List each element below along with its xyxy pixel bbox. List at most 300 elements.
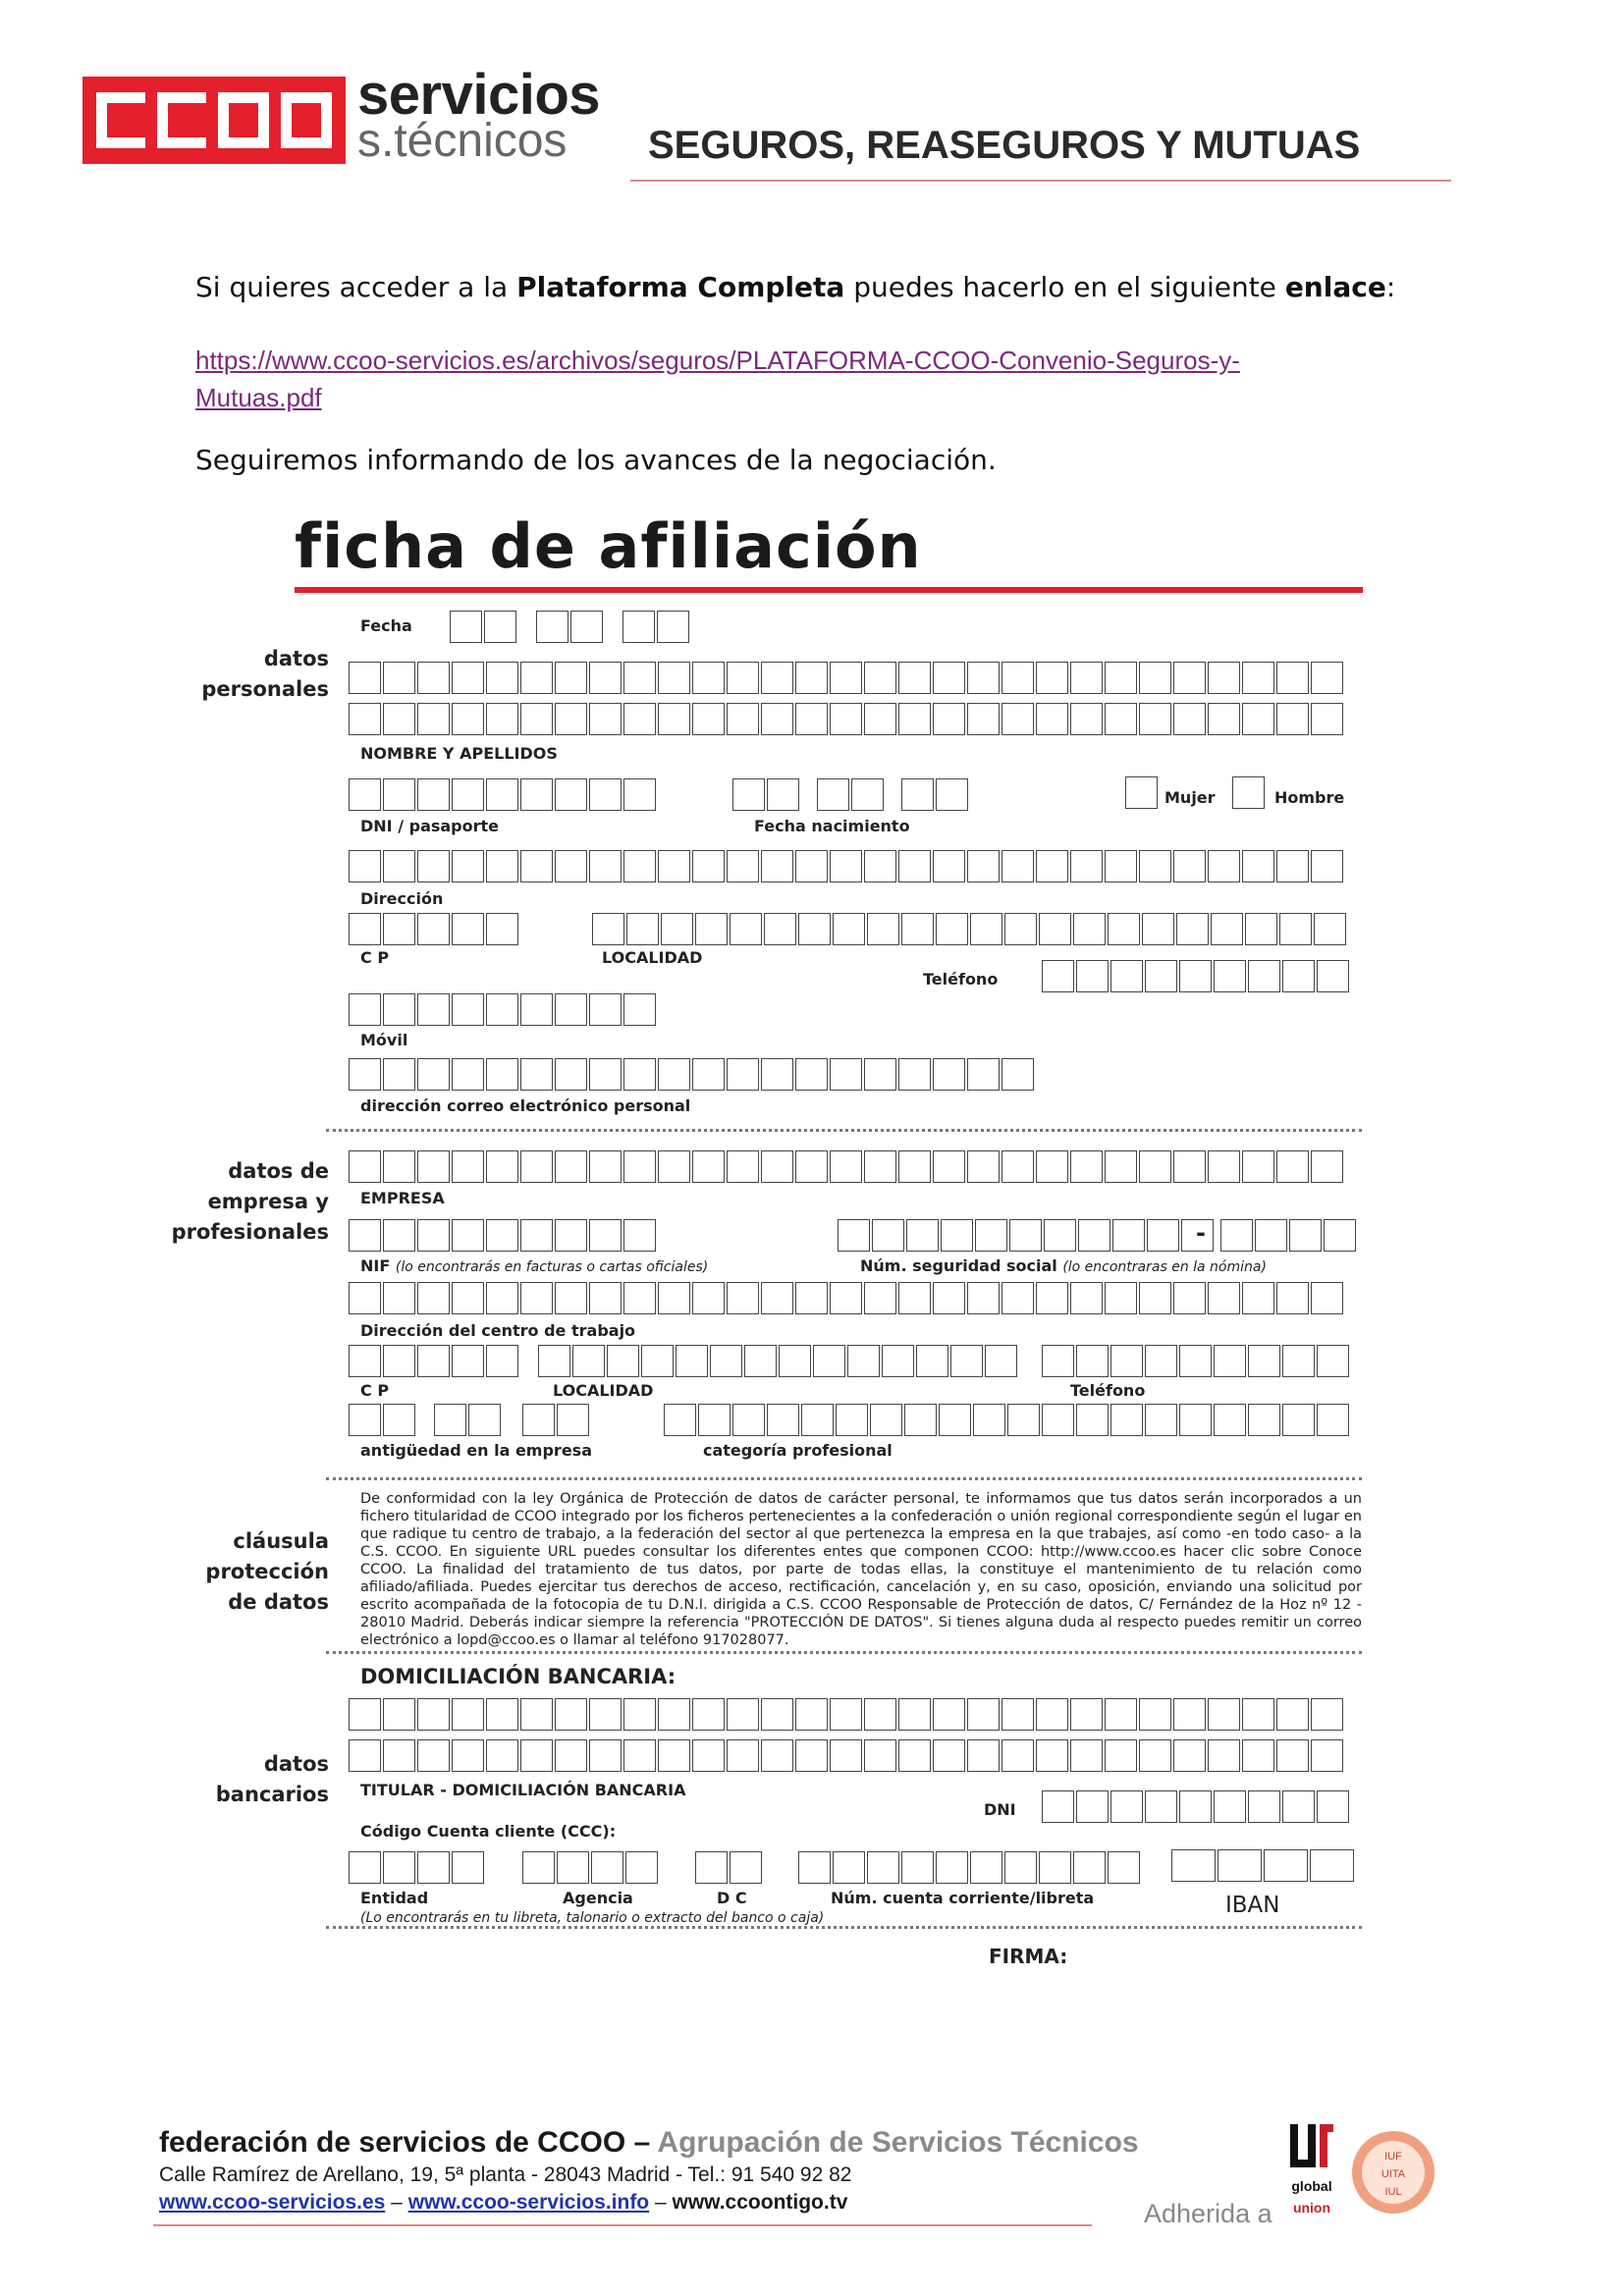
char-input-box[interactable] [761,1739,793,1772]
char-input-box[interactable] [1289,1219,1322,1252]
char-input-box[interactable] [1171,1849,1216,1882]
char-input-box[interactable] [767,1404,799,1436]
char-input-box[interactable] [664,1404,696,1436]
char-input-box[interactable] [452,1219,484,1252]
footer-link-2[interactable]: www.ccoo-servicios.info [407,2191,650,2214]
char-input-box[interactable] [898,1739,931,1772]
char-input-box[interactable] [417,1282,450,1314]
char-input-box[interactable] [1311,662,1343,694]
char-input-box[interactable] [933,1282,965,1314]
char-input-box[interactable] [349,1345,381,1377]
char-input-box[interactable] [1218,1849,1262,1882]
char-input-box[interactable] [1255,1219,1287,1252]
char-input-box[interactable] [1105,703,1137,735]
char-input-box[interactable] [898,703,931,735]
char-input-box[interactable] [795,662,828,694]
char-input-box[interactable] [658,850,690,882]
char-input-box[interactable] [349,850,381,882]
char-input-box[interactable] [898,1282,931,1314]
char-input-box[interactable] [864,1698,896,1731]
iban-boxes[interactable] [1171,1849,1356,1882]
char-input-box[interactable] [692,1058,725,1091]
char-input-box[interactable] [779,1345,811,1377]
char-input-box[interactable] [898,850,931,882]
char-input-box[interactable] [1044,1219,1076,1252]
char-input-box[interactable] [1179,1345,1212,1377]
char-input-box[interactable] [1173,703,1206,735]
char-input-box[interactable] [1214,1404,1246,1436]
char-input-box[interactable] [1070,850,1103,882]
char-input-box[interactable] [901,913,934,945]
char-input-box[interactable] [383,703,415,735]
char-input-box[interactable] [1311,1282,1343,1314]
char-input-box[interactable] [417,1150,450,1183]
char-input-box[interactable] [1311,1739,1343,1772]
footer-link-1[interactable]: www.ccoo-servicios.es [159,2191,386,2214]
char-input-box[interactable] [486,1150,518,1183]
char-input-box[interactable] [1112,1219,1145,1252]
char-input-box[interactable] [692,662,725,694]
char-input-box[interactable] [864,703,896,735]
char-input-box[interactable] [626,913,659,945]
char-input-box[interactable] [898,1698,931,1731]
char-input-box[interactable] [623,1058,656,1091]
char-input-box[interactable] [555,1282,587,1314]
char-input-box[interactable] [1314,913,1346,945]
hombre-checkbox[interactable] [1232,776,1265,809]
dni-boxes[interactable] [349,778,658,811]
char-input-box[interactable] [933,703,965,735]
char-input-box[interactable] [1248,1404,1280,1436]
char-input-box[interactable] [1242,850,1274,882]
char-input-box[interactable] [417,913,450,945]
char-input-box[interactable] [872,1219,904,1252]
char-input-box[interactable] [623,1150,656,1183]
char-input-box[interactable] [452,1345,484,1377]
char-input-box[interactable] [798,913,831,945]
char-input-box[interactable] [349,1219,381,1252]
char-input-box[interactable] [658,703,690,735]
char-input-box[interactable] [383,778,415,811]
dc-boxes[interactable] [695,1851,764,1884]
char-input-box[interactable] [1173,1698,1206,1731]
char-input-box[interactable] [761,1058,793,1091]
char-input-box[interactable] [623,1282,656,1314]
char-input-box[interactable] [417,1698,450,1731]
char-input-box[interactable] [1242,1698,1274,1731]
char-input-box[interactable] [1001,662,1034,694]
nss-suffix-boxes[interactable] [1220,1219,1358,1252]
char-input-box[interactable] [1208,1282,1240,1314]
movil-boxes[interactable] [349,993,658,1026]
char-input-box[interactable] [486,1219,518,1252]
char-input-box[interactable] [1036,850,1068,882]
char-input-box[interactable] [761,1698,793,1731]
char-input-box[interactable] [589,778,622,811]
char-input-box[interactable] [1039,913,1071,945]
char-input-box[interactable] [1242,1739,1274,1772]
char-input-box[interactable] [1145,1345,1177,1377]
char-input-box[interactable] [830,1150,862,1183]
char-input-box[interactable] [936,1851,968,1884]
char-input-box[interactable] [623,611,655,643]
char-input-box[interactable] [710,1345,742,1377]
char-input-box[interactable] [864,1282,896,1314]
telefono2-boxes[interactable] [1042,1345,1351,1377]
char-input-box[interactable] [452,1698,484,1731]
char-input-box[interactable] [732,1404,765,1436]
char-input-box[interactable] [623,1698,656,1731]
char-input-box[interactable] [692,1739,725,1772]
birth-day-boxes[interactable] [732,778,801,811]
char-input-box[interactable] [1311,1150,1343,1183]
char-input-box[interactable] [761,703,793,735]
char-input-box[interactable] [452,662,484,694]
char-input-box[interactable] [1179,960,1212,992]
char-input-box[interactable] [1317,1790,1349,1823]
char-input-box[interactable] [468,1404,501,1436]
char-input-box[interactable] [1242,1282,1274,1314]
char-input-box[interactable] [867,913,899,945]
char-input-box[interactable] [349,662,381,694]
char-input-box[interactable] [486,1282,518,1314]
char-input-box[interactable] [1276,850,1309,882]
char-input-box[interactable] [1145,960,1177,992]
char-input-box[interactable] [1076,1790,1109,1823]
char-input-box[interactable] [1242,1150,1274,1183]
char-input-box[interactable] [1070,703,1103,735]
fecha-day-boxes[interactable] [450,611,518,643]
char-input-box[interactable] [847,1345,880,1377]
char-input-box[interactable] [1208,662,1240,694]
char-input-box[interactable] [1036,662,1068,694]
char-input-box[interactable] [1001,1739,1034,1772]
char-input-box[interactable] [830,1282,862,1314]
titular-row1[interactable] [349,1698,1345,1731]
char-input-box[interactable] [727,662,759,694]
char-input-box[interactable] [452,1150,484,1183]
entidad-boxes[interactable] [349,1851,486,1884]
char-input-box[interactable] [520,662,553,694]
char-input-box[interactable] [417,662,450,694]
char-input-box[interactable] [452,913,484,945]
char-input-box[interactable] [1039,1851,1071,1884]
char-input-box[interactable] [1282,1790,1315,1823]
char-input-box[interactable] [727,703,759,735]
char-input-box[interactable] [1208,703,1240,735]
char-input-box[interactable] [795,703,828,735]
char-input-box[interactable] [933,1739,965,1772]
antiguedad-day-boxes[interactable] [349,1404,417,1436]
char-input-box[interactable] [383,1404,415,1436]
char-input-box[interactable] [383,1345,415,1377]
char-input-box[interactable] [1179,1404,1212,1436]
char-input-box[interactable] [1036,1282,1068,1314]
char-input-box[interactable] [1276,1698,1309,1731]
char-input-box[interactable] [486,778,518,811]
char-input-box[interactable] [970,913,1002,945]
fecha-year-boxes[interactable] [623,611,691,643]
char-input-box[interactable] [520,703,553,735]
char-input-box[interactable] [901,778,934,811]
char-input-box[interactable] [570,611,603,643]
char-input-box[interactable] [898,1150,931,1183]
platform-link[interactable]: https://www.ccoo-servicios.es/archivos/seguros/PLATAFORMA-CCOO-Convenio-Seguros-y-Mutuas.pdf [195,346,1240,412]
char-input-box[interactable] [898,1058,931,1091]
char-input-box[interactable] [383,913,415,945]
char-input-box[interactable] [851,778,884,811]
char-input-box[interactable] [767,778,799,811]
char-input-box[interactable] [1147,1219,1179,1252]
char-input-box[interactable] [1110,1790,1143,1823]
char-input-box[interactable] [589,703,622,735]
char-input-box[interactable] [967,662,1000,694]
char-input-box[interactable] [349,1058,381,1091]
char-input-box[interactable] [1105,1698,1137,1731]
char-input-box[interactable] [727,850,759,882]
char-input-box[interactable] [950,1345,983,1377]
char-input-box[interactable] [730,1851,762,1884]
char-input-box[interactable] [452,1851,484,1884]
char-input-box[interactable] [625,1851,658,1884]
char-input-box[interactable] [864,1150,896,1183]
char-input-box[interactable] [555,1698,587,1731]
char-input-box[interactable] [520,1282,553,1314]
char-input-box[interactable] [1070,1698,1103,1731]
char-input-box[interactable] [1042,1345,1074,1377]
char-input-box[interactable] [1001,703,1034,735]
char-input-box[interactable] [1001,850,1034,882]
char-input-box[interactable] [1282,1345,1315,1377]
char-input-box[interactable] [536,611,568,643]
char-input-box[interactable] [349,1150,381,1183]
char-input-box[interactable] [933,1150,965,1183]
char-input-box[interactable] [555,1058,587,1091]
char-input-box[interactable] [450,611,482,643]
char-input-box[interactable] [383,1282,415,1314]
char-input-box[interactable] [349,703,381,735]
char-input-box[interactable] [589,850,622,882]
char-input-box[interactable] [1070,662,1103,694]
char-input-box[interactable] [349,1851,381,1884]
char-input-box[interactable] [1145,1404,1177,1436]
char-input-box[interactable] [727,1150,759,1183]
char-input-box[interactable] [695,913,728,945]
char-input-box[interactable] [486,993,518,1026]
char-input-box[interactable] [867,1851,899,1884]
char-input-box[interactable] [1004,1851,1037,1884]
char-input-box[interactable] [1276,1739,1309,1772]
char-input-box[interactable] [1036,1739,1068,1772]
char-input-box[interactable] [933,1698,965,1731]
char-input-box[interactable] [967,1058,1000,1091]
antiguedad-month-boxes[interactable] [434,1404,503,1436]
char-input-box[interactable] [795,1150,828,1183]
char-input-box[interactable] [830,1058,862,1091]
char-input-box[interactable] [1036,1698,1068,1731]
char-input-box[interactable] [817,778,849,811]
empresa-boxes[interactable] [349,1150,1345,1183]
char-input-box[interactable] [1242,662,1274,694]
char-input-box[interactable] [349,1404,381,1436]
nss-boxes[interactable] [838,1219,1216,1252]
char-input-box[interactable] [727,1282,759,1314]
char-input-box[interactable] [692,850,725,882]
char-input-box[interactable] [555,1739,587,1772]
char-input-box[interactable] [1073,1851,1106,1884]
char-input-box[interactable] [1070,1150,1103,1183]
char-input-box[interactable] [589,662,622,694]
char-input-box[interactable] [1311,703,1343,735]
char-input-box[interactable] [1311,850,1343,882]
char-input-box[interactable] [864,850,896,882]
char-input-box[interactable] [1105,1739,1137,1772]
char-input-box[interactable] [658,1282,690,1314]
char-input-box[interactable] [383,1698,415,1731]
char-input-box[interactable] [795,1282,828,1314]
char-input-box[interactable] [695,1851,728,1884]
char-input-box[interactable] [1110,1404,1143,1436]
char-input-box[interactable] [589,1739,622,1772]
char-input-box[interactable] [1214,960,1246,992]
char-input-box[interactable] [452,993,484,1026]
char-input-box[interactable] [1310,1849,1354,1882]
char-input-box[interactable] [623,662,656,694]
char-input-box[interactable] [1208,1739,1240,1772]
char-input-box[interactable] [761,662,793,694]
char-input-box[interactable] [973,1404,1005,1436]
char-input-box[interactable] [941,1219,973,1252]
char-input-box[interactable] [589,1698,622,1731]
char-input-box[interactable] [1282,960,1315,992]
char-input-box[interactable] [1076,1345,1109,1377]
char-input-box[interactable] [1070,1282,1103,1314]
char-input-box[interactable] [939,1404,971,1436]
char-input-box[interactable] [744,1345,777,1377]
char-input-box[interactable] [1139,1150,1171,1183]
dni2-boxes[interactable] [1042,1790,1351,1823]
char-input-box[interactable] [520,1698,553,1731]
char-input-box[interactable] [417,1851,450,1884]
nombre-row1[interactable] [349,662,1345,694]
char-input-box[interactable] [1176,913,1209,945]
char-input-box[interactable] [417,1058,450,1091]
char-input-box[interactable] [349,778,381,811]
char-input-box[interactable] [383,1739,415,1772]
char-input-box[interactable] [623,703,656,735]
char-input-box[interactable] [798,1851,831,1884]
char-input-box[interactable] [801,1404,834,1436]
char-input-box[interactable] [486,1058,518,1091]
char-input-box[interactable] [417,778,450,811]
char-input-box[interactable] [970,1851,1002,1884]
char-input-box[interactable] [589,1058,622,1091]
char-input-box[interactable] [1145,1790,1177,1823]
char-input-box[interactable] [1070,1739,1103,1772]
char-input-box[interactable] [486,850,518,882]
char-input-box[interactable] [1105,850,1137,882]
char-input-box[interactable] [692,703,725,735]
char-input-box[interactable] [1009,1219,1042,1252]
char-input-box[interactable] [623,993,656,1026]
char-input-box[interactable] [349,1282,381,1314]
char-input-box[interactable] [658,662,690,694]
telefono-boxes[interactable] [1042,960,1351,992]
char-input-box[interactable] [623,1219,656,1252]
char-input-box[interactable] [520,850,553,882]
char-input-box[interactable] [486,1739,518,1772]
char-input-box[interactable] [833,1851,865,1884]
char-input-box[interactable] [1110,960,1143,992]
char-input-box[interactable] [933,1058,965,1091]
char-input-box[interactable] [520,1150,553,1183]
char-input-box[interactable] [916,1345,948,1377]
char-input-box[interactable] [434,1404,466,1436]
char-input-box[interactable] [452,778,484,811]
char-input-box[interactable] [452,703,484,735]
char-input-box[interactable] [1179,1790,1212,1823]
char-input-box[interactable] [692,1150,725,1183]
char-input-box[interactable] [484,611,516,643]
char-input-box[interactable] [1276,1282,1309,1314]
char-input-box[interactable] [838,1219,870,1252]
char-input-box[interactable] [1279,913,1312,945]
char-input-box[interactable] [1073,913,1106,945]
char-input-box[interactable] [1142,913,1174,945]
char-input-box[interactable] [936,913,968,945]
char-input-box[interactable] [486,1698,518,1731]
char-input-box[interactable] [830,1739,862,1772]
char-input-box[interactable] [1173,662,1206,694]
char-input-box[interactable] [882,1345,914,1377]
char-input-box[interactable] [592,913,624,945]
char-input-box[interactable] [383,1851,415,1884]
char-input-box[interactable] [795,1698,828,1731]
char-input-box[interactable] [1105,1282,1137,1314]
char-input-box[interactable] [607,1345,639,1377]
char-input-box[interactable] [417,850,450,882]
char-input-box[interactable] [555,662,587,694]
char-input-box[interactable] [557,1404,589,1436]
char-input-box[interactable] [732,778,765,811]
char-input-box[interactable] [761,1282,793,1314]
char-input-box[interactable] [830,1698,862,1731]
char-input-box[interactable] [967,850,1000,882]
char-input-box[interactable] [383,1219,415,1252]
char-input-box[interactable] [1076,960,1109,992]
char-input-box[interactable] [1214,1790,1246,1823]
email-boxes[interactable] [349,1058,1036,1091]
char-input-box[interactable] [658,1058,690,1091]
char-input-box[interactable] [657,611,689,643]
char-input-box[interactable] [452,1739,484,1772]
char-input-box[interactable] [1211,913,1243,945]
char-input-box[interactable] [761,1150,793,1183]
char-input-box[interactable] [1311,1698,1343,1731]
char-input-box[interactable] [452,1282,484,1314]
categoria-boxes[interactable] [664,1404,1351,1436]
char-input-box[interactable] [906,1219,939,1252]
dir-centro-boxes[interactable] [349,1282,1345,1314]
char-input-box[interactable] [522,1404,555,1436]
char-input-box[interactable] [520,778,553,811]
char-input-box[interactable] [452,850,484,882]
char-input-box[interactable] [764,913,796,945]
char-input-box[interactable] [967,703,1000,735]
char-input-box[interactable] [486,913,518,945]
char-input-box[interactable] [833,913,865,945]
char-input-box[interactable] [417,1219,450,1252]
